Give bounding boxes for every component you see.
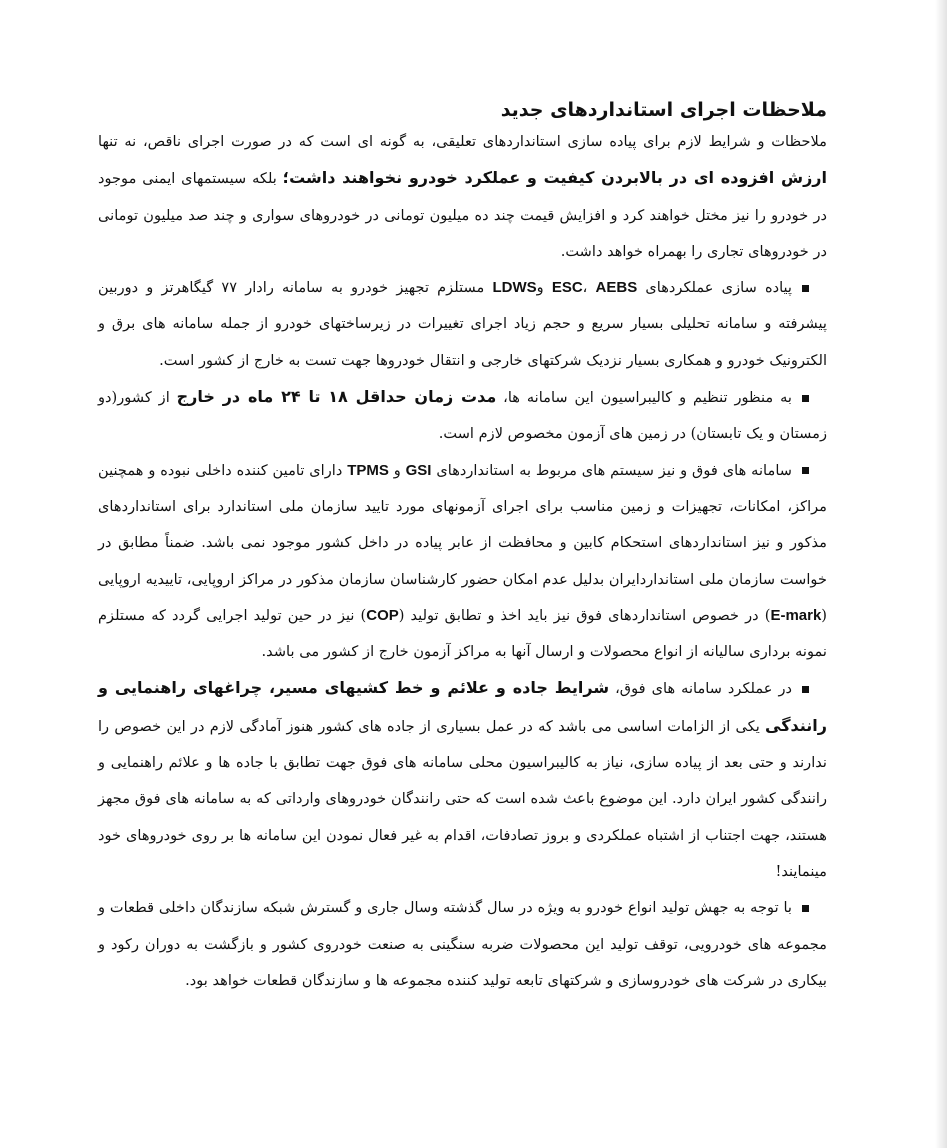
page-edge-shadow <box>935 0 947 1148</box>
bullet-2-bold-text: مدت زمان حداقل ۱۸ تا ۲۴ ماه در خارج <box>176 387 497 407</box>
intro-text: ملاحظات و شرایط لازم برای پیاده سازی استانداردهای تعلیقی، به گونه ای است که در صورت اجرای ناقص، نه تنها <box>98 133 827 150</box>
bullet-5-text: با توجه به جهش تولید انواع خودرو به ویژه در سال گذشته وسال جاری و گسترش شبکه سازندگان داخلی قطعات و مجموعه های خودرویی، توقف تولید این محصولات ضربه سنگینی به صنعت خودروی کشور و بازگشت به دوران رکود و بیکاری در شرکت های خودروسازی و شرکتهای تابعه تولید کننده مجموعه ها و سازندگان قطعات خواهد بود. <box>98 899 827 989</box>
bullet-1-sep2: و <box>536 279 552 297</box>
square-bullet-icon <box>802 467 809 474</box>
square-bullet-icon <box>802 905 809 912</box>
bullet-4-bold-text: شرایط جاده و علائم و خط کشیهای مسیر، چراغهای راهنمایی و رانندگی <box>98 678 827 735</box>
bullet-1-sep1: ، <box>582 279 596 297</box>
bullet-3-mid3: ) در خصوص استانداردهای فوق نیز باید اخذ و تطابق تولید ( <box>398 606 771 624</box>
intro-paragraph <box>98 124 827 270</box>
bullet-3-mid2: دارای تامین کننده داخلی نبوده و همچنین مراکز، امکانات، تجهیزات و زمین مناسب برای اجرای آزمونهای مورد تایید سازمان ملی استاندارد برای استانداردهای مذکور و نیز استانداردهای استحکام کابین و محافظت از عابر پیاده در داخل کشور موجود نمی باشد. ضمناً مطابق در خواست سازمان ملی استانداردایران بدلیل عدم امکان حضور کارشناسان سازمان مذکور در مراکز اروپایی، تاییدیه اروپایی ( <box>98 461 828 624</box>
code-gsi: GSI <box>405 461 432 479</box>
bullet-item-1 <box>98 270 827 379</box>
section-title: ملاحظات اجرای استانداردهای جدید <box>500 99 827 121</box>
bullet-3-text: سامانه های فوق و نیز سیستم های مربوط به استانداردهای <box>431 461 792 479</box>
bullet-2-text: به منظور تنظیم و کالیبراسیون این سامانه ها، <box>496 389 792 407</box>
code-ldws: LDWS <box>492 279 537 297</box>
bullet-3-mid1: و <box>388 461 406 479</box>
bullet-item-5 <box>98 890 827 999</box>
bullet-2-text-rest: از کشور(دو زمستان و یک تابستان) در زمین های آزمون مخصوص لازم است. <box>98 389 827 443</box>
bullet-item-2 <box>98 379 827 453</box>
code-aebs: AEBS <box>595 279 638 297</box>
bullet-1-text: پیاده سازی عملکردهای <box>637 279 792 297</box>
square-bullet-icon <box>802 686 809 693</box>
intro-bold-text: ارزش افزوده ای در بالابردن کیفیت و عملکرد خودرو نخواهند داشت؛ <box>282 168 827 188</box>
bullet-item-3 <box>98 453 827 671</box>
intro-text-rest: بلکه سیستمهای ایمنی موجود در خودرو را نیز مختل خواهند کرد و افزایش قیمت چند ده میلیون تومانی در خودروهای سواری و چند صد میلیون تومانی در خودروهای تجاری را بهمراه خواهد داشت. <box>98 170 827 260</box>
square-bullet-icon <box>802 285 809 292</box>
bullet-4-text: در عملکرد سامانه های فوق، <box>609 680 793 698</box>
code-esc: ESC <box>551 279 583 297</box>
square-bullet-icon <box>802 395 809 402</box>
document-content <box>98 96 827 999</box>
bullet-4-text-rest: یکی از الزامات اساسی می باشد که در عمل بسیاری از جاده های کشور هنوز آمادگی لازم در این خصوص را ندارند و حتی بعد از پیاده سازی، نیاز به کالیبراسیون محلی سامانه های فوق جهت تطابق با جاده ها و علائم راهنمایی و رانندگی کشور ایران دارد. این موضوع باعث شده است که حتی رانندگان خودروهای وارداتی که به سامانه های فوق مجهز هستند، جهت اجتناب از اشتباه عملکردی و بروز تصادفات، اقدام به غیر فعال نمودن این سامانه ها بر روی خودروهای خود مینمایند! <box>98 717 828 880</box>
bullet-item-4 <box>98 670 827 890</box>
code-cop: COP <box>366 606 399 624</box>
code-emark: E-mark <box>770 606 822 624</box>
bullet-1-text-rest: مستلزم تجهیز خودرو به سامانه رادار ۷۷ گیگاهرتز و دوربین پیشرفته و سامانه تحلیلی بسیار سریع و حجم زیاد اجرای تغییرات در زیرساختهای خودرو از جمله سامانه های برق و الکترونیک خودرو و همکاری بسیار نزدیک شرکتهای خارجی و انتقال خودروها جهت تست به خارج از کشور است. <box>98 279 827 369</box>
code-tpms: TPMS <box>347 461 389 479</box>
bullet-3-text-rest: ) نیز در حین تولید اجرایی گردد که مستلزم نمونه برداری سالیانه از انواع محصولات و ارسال آنها به مراکز آزمون خارج از کشور می باشد. <box>98 606 827 661</box>
